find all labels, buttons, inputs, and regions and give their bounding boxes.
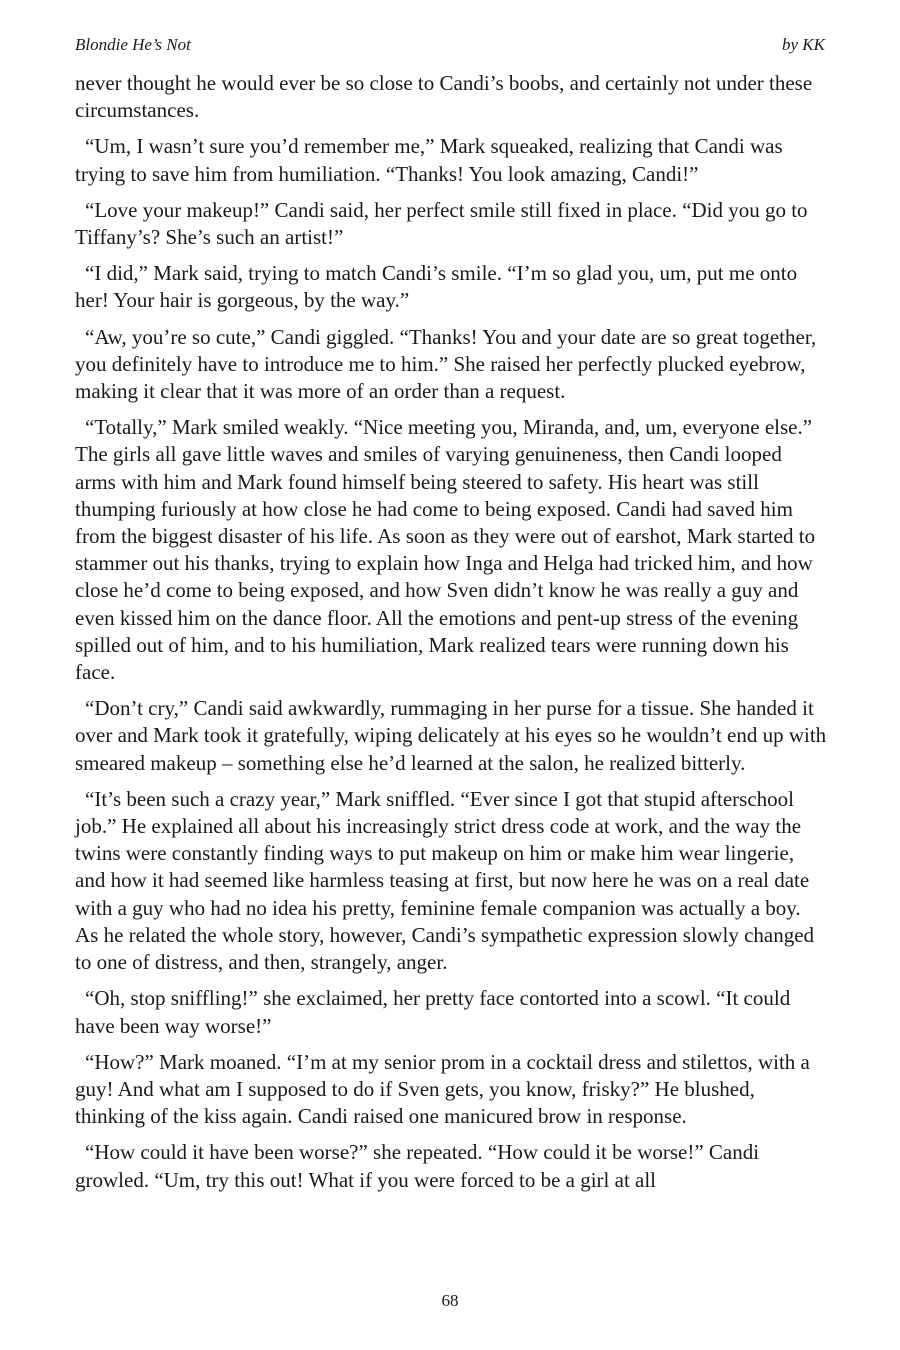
author-credit: by KK	[782, 35, 825, 54]
paragraph: “Totally,” Mark smiled weakly. “Nice meeting you, Miranda, and, um, everyone else.” The girls all gave little waves and smiles of varying genuineness, then Candi looped arms with him and Mark found himself being steered to safety. His heart was still thumping furiously at how close he had come to being exposed. Candi had saved him from the biggest disaster of his life. As soon as they were out of earshot, Mark started to stammer out his thanks, trying to explain how Inga and Helga had tricked him, and how close he’d come to being exposed, and how Sven didn’t know he was really a guy and even kissed him on the dance floor. All the emotions and pent-up stress of the evening spilled out of him, and to his humiliation, Mark realized tears were running down his face.	[75, 415, 816, 685]
page-number: 68	[441, 1291, 459, 1310]
running-header	[75, 35, 825, 55]
paragraph: “Love your makeup!” Candi said, her perfect smile still fixed in place. “Did you go to Tiffany’s? She’s such an artist!”	[75, 197, 808, 250]
paragraph: “How?” Mark moaned. “I’m at my senior prom in a cocktail dress and stilettos, with a guy! And what am I supposed to do if Sven gets, you know, frisky?” He blushed, thinking of the kiss again. Candi raised one manicured brow in response.	[75, 1049, 810, 1129]
paragraph: “Um, I wasn’t sure you’d remember me,” Mark squeaked, realizing that Candi was trying to save him from humiliation. “Thanks! You look amazing, Candi!”	[75, 134, 783, 186]
paragraph: “Aw, you’re so cute,” Candi giggled. “Thanks! You and your date are so great together, you definitely have to introduce me to him.” She raised her perfectly plucked eyebrow, making it clear that it was more of an order than a request.	[75, 324, 817, 404]
paragraph: “How could it have been worse?” she repeated. “How could it be worse!” Candi growled. “Um, try this out! What if you were forced to be a girl at all	[75, 1140, 760, 1192]
body-text	[75, 70, 827, 1203]
book-title: Blondie He’s Not	[75, 35, 191, 54]
paragraph: “I did,” Mark said, trying to match Candi’s smile. “I’m so glad you, um, put me onto her! Your hair is gorgeous, by the way.”	[75, 261, 798, 313]
paragraph: never thought he would ever be so close to Candi’s boobs, and certainly not under these circumstances.	[75, 71, 813, 123]
paragraph: “Oh, stop sniffling!” she exclaimed, her pretty face contorted into a scowl. “It could have been way worse!”	[75, 986, 791, 1038]
paragraph: “It’s been such a crazy year,” Mark sniffled. “Ever since I got that stupid afterschool job.” He explained all about his increasingly strict dress code at work, and the way the twins were constantly finding ways to put makeup on him or make him wear lingerie, and how it had seemed like harmless teasing at first, but now here he was on a real date with a guy who had no idea his pretty, feminine female companion was actually a boy. As he related the whole story, however, Candi’s sympathetic expression slowly changed to one of distress, and then, strangely, anger.	[75, 786, 815, 975]
paragraph: “Don’t cry,” Candi said awkwardly, rummaging in her purse for a tissue. She handed it over and Mark took it gratefully, wiping delicately at his eyes so he wouldn’t end up with smeared makeup – something else he’d learned at the salon, he realized bitterly.	[75, 696, 827, 775]
